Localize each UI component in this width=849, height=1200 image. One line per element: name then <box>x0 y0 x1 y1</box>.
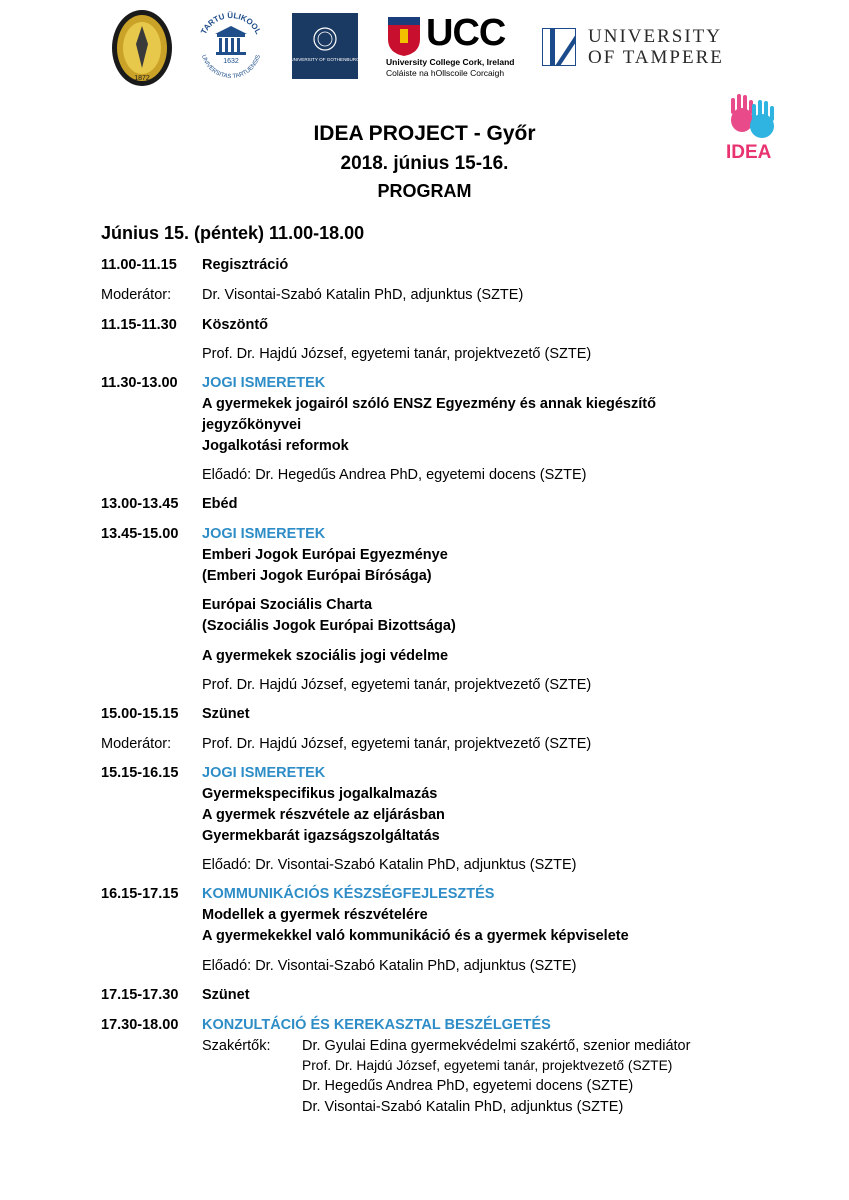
section-label: JOGI ISMERETEK <box>202 526 326 542</box>
section-label: JOGI ISMERETEK <box>202 375 326 391</box>
tartu-arc-bottom: UNIVERSITAS TARTUENSIS <box>199 54 262 81</box>
program-heading: PROGRAM <box>377 181 472 201</box>
tampere-line-2: OF TAMPERE <box>588 47 724 68</box>
tartu-arc-top: TARTU ÜLIKOOL <box>199 10 263 36</box>
session-title: Szünet <box>202 987 250 1003</box>
session-title: Ebéd <box>202 496 238 512</box>
time-slot: 15.00-15.15 <box>101 706 179 722</box>
topic-text: Gyermekspecifikus jogalkalmazás <box>202 786 438 802</box>
ucc-logo <box>386 13 518 79</box>
gothenburg-label: UNIVERSITY OF GOTHENBURG <box>292 57 358 62</box>
time-slot: 13.45-15.00 <box>101 526 179 542</box>
speaker: Előadó: Dr. Visontai-Szabó Katalin PhD, adjunktus (SZTE) <box>202 857 577 873</box>
time-slot: 13.00-13.45 <box>101 496 179 512</box>
moderator-name: Dr. Visontai-Szabó Katalin PhD, adjunktus (SZTE) <box>202 287 524 303</box>
tampere-university-logo <box>542 26 742 70</box>
tampere-emblem-icon <box>542 28 576 66</box>
tartu-university-logo <box>193 8 269 84</box>
page-title: IDEA PROJECT - Győr <box>313 122 536 145</box>
tartu-year: 1632 <box>223 58 239 65</box>
topic-text: A gyermek részvétele az eljárásban <box>202 807 445 823</box>
section-label: KONZULTÁCIÓ ÉS KEREKASZTAL BESZÉLGETÉS <box>202 1017 551 1033</box>
tampere-line-1: UNIVERSITY <box>588 26 722 47</box>
topic-text: Jogalkotási reformok <box>202 438 349 454</box>
speaker: Prof. Dr. Hajdú József, egyetemi tanár, projektvezető (SZTE) <box>202 677 592 693</box>
time-slot: 11.30-13.00 <box>101 375 178 391</box>
expert-name: Dr. Visontai-Szabó Katalin PhD, adjunktus (SZTE) <box>302 1099 624 1115</box>
university-seal-logo <box>110 8 174 88</box>
time-slot: 11.00-11.15 <box>101 257 177 273</box>
seal-year: 1872 <box>134 75 150 82</box>
topic-text: (Szociális Jogok Európai Bizottsága) <box>202 618 456 634</box>
expert-name: Prof. Dr. Hajdú József, egyetemi tanár, projektvezető (SZTE) <box>302 1058 673 1073</box>
session-title: Köszöntő <box>202 317 269 333</box>
moderator-label: Moderátor: <box>101 287 172 303</box>
topic-text: Modellek a gyermek részvételére <box>202 907 428 923</box>
session-title: Regisztráció <box>202 257 289 273</box>
day-heading: Június 15. (péntek) 11.00-18.00 <box>101 223 365 243</box>
speaker: Előadó: Dr. Hegedűs Andrea PhD, egyetemi docens (SZTE) <box>202 467 587 483</box>
time-slot: 16.15-17.15 <box>101 886 179 902</box>
topic-text: jegyzőkönyvei <box>202 417 302 433</box>
moderator-name: Prof. Dr. Hajdú József, egyetemi tanár, projektvezető (SZTE) <box>202 736 592 752</box>
expert-name: Dr. Hegedűs Andrea PhD, egyetemi docens (SZTE) <box>302 1078 634 1094</box>
speaker: Előadó: Dr. Visontai-Szabó Katalin PhD, adjunktus (SZTE) <box>202 958 577 974</box>
section-label: JOGI ISMERETEK <box>202 765 326 781</box>
expert-name: Dr. Gyulai Edina gyermekvédelmi szakértő, szenior mediátor <box>302 1038 691 1054</box>
speaker: Prof. Dr. Hajdú József, egyetemi tanár, projektvezető (SZTE) <box>202 346 592 362</box>
section-label: KOMMUNIKÁCIÓS KÉSZSÉGFEJLESZTÉS <box>202 886 495 902</box>
gothenburg-university-logo <box>292 13 358 79</box>
topic-text: A gyermekek jogairól szóló ENSZ Egyezmény és annak kiegészítő <box>202 396 656 412</box>
time-slot: 17.15-17.30 <box>101 987 179 1003</box>
idea-wordmark: IDEA <box>726 142 772 163</box>
time-slot: 15.15-16.15 <box>101 765 179 781</box>
topic-text: Gyermekbarát igazságszolgáltatás <box>202 828 440 844</box>
topic-text: Emberi Jogok Európai Egyezménye <box>202 547 448 563</box>
session-title: Szünet <box>202 706 250 722</box>
ucc-line-2: Coláiste na hOllscoile Corcaigh <box>386 68 505 78</box>
ucc-wordmark: UCC <box>426 12 506 54</box>
topic-text: A gyermekekkel való kommunikáció és a gyermek képviselete <box>202 928 629 944</box>
moderator-label: Moderátor: <box>101 736 172 752</box>
time-slot: 11.15-11.30 <box>101 317 177 333</box>
experts-label: Szakértők: <box>202 1038 271 1054</box>
topic-text: A gyermekek szociális jogi védelme <box>202 648 449 664</box>
event-dates: 2018. június 15-16. <box>340 153 509 174</box>
ucc-line-1: University College Cork, Ireland <box>386 57 515 67</box>
ucc-crest-icon <box>386 15 422 57</box>
time-slot: 17.30-18.00 <box>101 1017 179 1033</box>
topic-text: (Emberi Jogok Európai Bírósága) <box>202 568 432 584</box>
topic-text: Európai Szociális Charta <box>202 597 373 613</box>
